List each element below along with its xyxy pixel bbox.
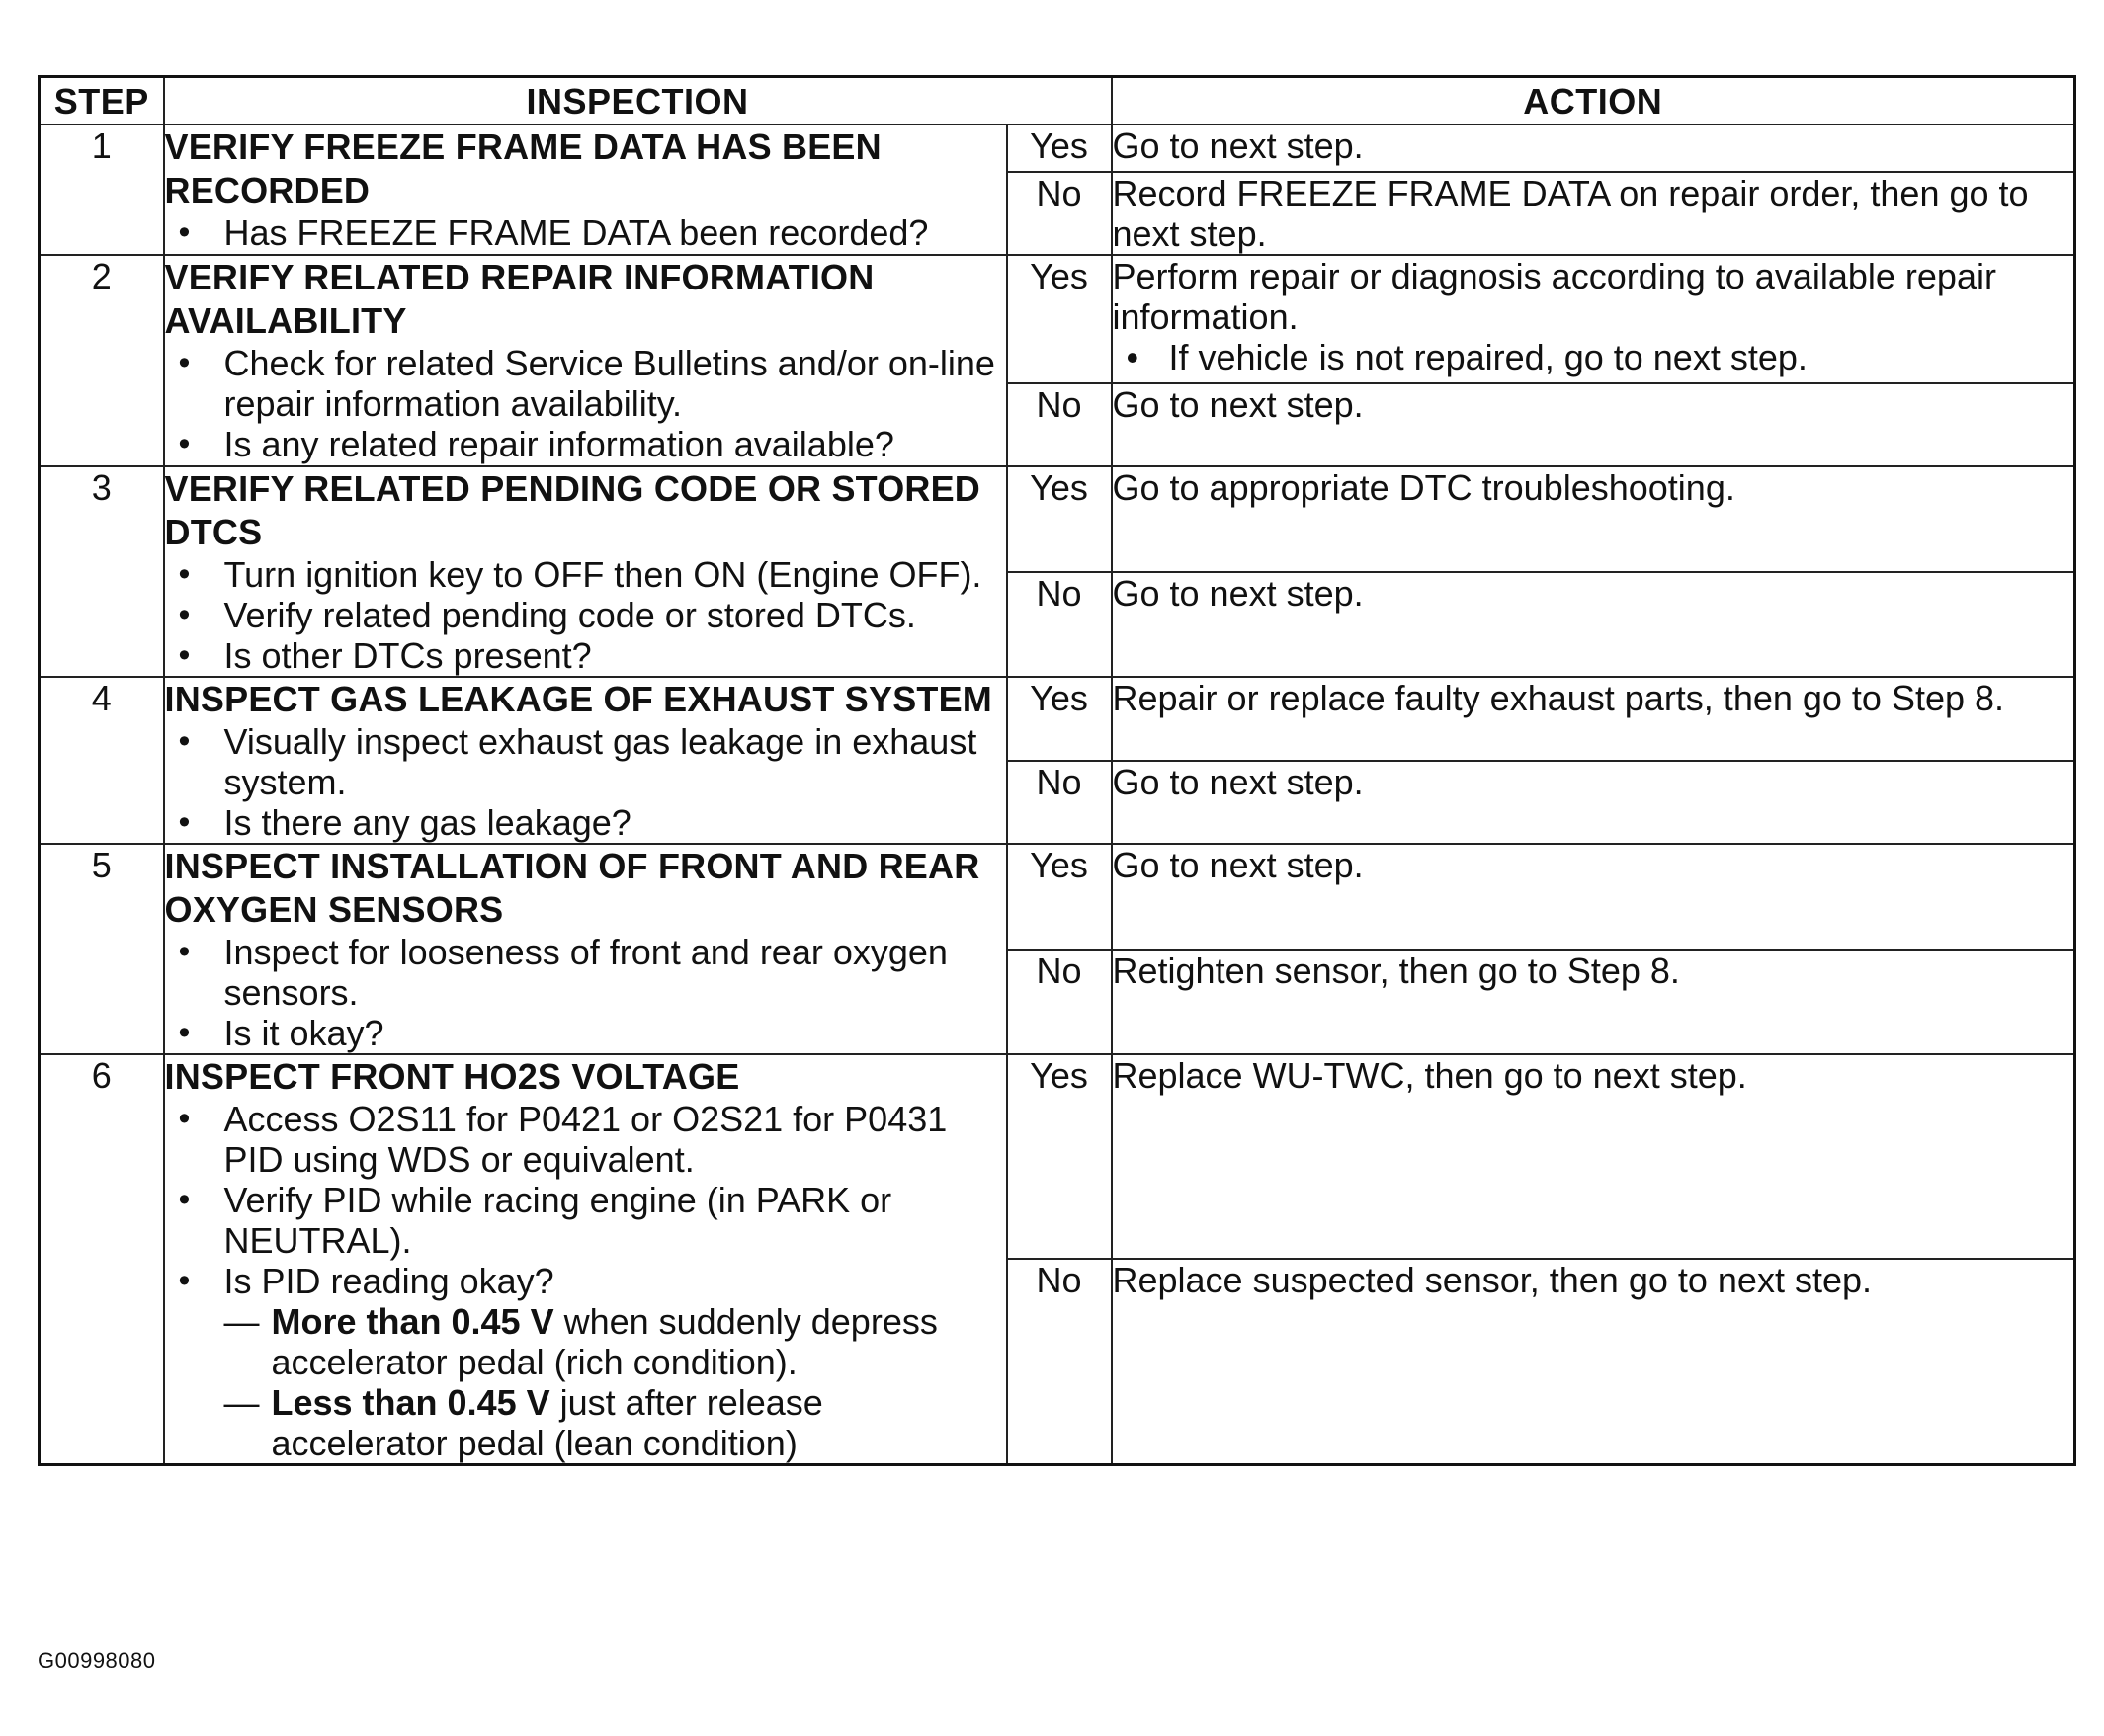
inspection-bullets bbox=[165, 1099, 1006, 1463]
no-action: Go to next step. bbox=[1112, 761, 2075, 845]
yes-label: Yes bbox=[1007, 677, 1112, 761]
inspection-bullet: • Verify related pending code or stored DTCs. bbox=[165, 595, 1006, 635]
inspection-bullet: • Verify PID while racing engine (in PARK or NEUTRAL). bbox=[165, 1180, 1006, 1261]
yes-label: Yes bbox=[1007, 1054, 1112, 1259]
step-number: 1 bbox=[40, 124, 164, 255]
header-step: STEP bbox=[40, 77, 164, 125]
inspection-subitem bbox=[224, 1301, 1006, 1382]
header-inspection: INSPECTION bbox=[164, 77, 1112, 125]
diagnostic-procedure-table bbox=[38, 75, 2076, 1466]
table-row bbox=[40, 677, 2075, 761]
table-row bbox=[40, 844, 2075, 950]
yes-label: Yes bbox=[1007, 466, 1112, 572]
inspection-title: INSPECT GAS LEAKAGE OF EXHAUST SYSTEM bbox=[164, 679, 992, 719]
inspection-bullet: • Is it okay? bbox=[165, 1013, 1006, 1053]
no-action: Retighten sensor, then go to Step 8. bbox=[1112, 950, 2075, 1055]
subitem-bold: Less than 0.45 V bbox=[271, 1382, 550, 1423]
inspection-cell bbox=[164, 466, 1007, 677]
header-action: ACTION bbox=[1112, 77, 2075, 125]
inspection-subitems bbox=[224, 1301, 1006, 1463]
inspection-bullets bbox=[165, 212, 1006, 253]
inspection-bullet: • Visually inspect exhaust gas leakage in exhaust system. bbox=[165, 721, 1006, 802]
dash-marker: — bbox=[223, 1382, 260, 1423]
no-label: No bbox=[1007, 1259, 1112, 1465]
yes-label: Yes bbox=[1007, 255, 1112, 383]
inspection-title: INSPECT INSTALLATION OF FRONT AND REAR OXYGEN SENSORS bbox=[164, 846, 980, 930]
table-row bbox=[40, 124, 2075, 172]
step-number: 4 bbox=[40, 677, 164, 844]
inspection-bullets bbox=[165, 932, 1006, 1053]
subitem-text: when suddenly depress accelerator pedal (rich condition). bbox=[271, 1301, 938, 1382]
no-label: No bbox=[1007, 950, 1112, 1055]
table-row bbox=[40, 466, 2075, 572]
action-bullet: • If vehicle is not repaired, go to next step. bbox=[1113, 337, 2074, 377]
no-label: No bbox=[1007, 172, 1112, 255]
no-label: No bbox=[1007, 383, 1112, 466]
inspection-bullet bbox=[165, 1261, 1006, 1463]
inspection-cell bbox=[164, 255, 1007, 466]
yes-action: Go to next step. bbox=[1112, 124, 2075, 172]
yes-action: Go to appropriate DTC troubleshooting. bbox=[1112, 466, 2075, 572]
no-label: No bbox=[1007, 761, 1112, 845]
no-action: Record FREEZE FRAME DATA on repair order, then go to next step. bbox=[1112, 172, 2075, 255]
inspection-subitem bbox=[224, 1382, 1006, 1463]
action-bullets bbox=[1113, 337, 2074, 377]
inspection-bullet-text: Is PID reading okay? bbox=[223, 1261, 554, 1301]
subitem-bold: More than 0.45 V bbox=[271, 1301, 554, 1342]
yes-action-cell bbox=[1112, 255, 2075, 383]
inspection-cell bbox=[164, 1054, 1007, 1465]
dash-marker: — bbox=[223, 1301, 260, 1342]
inspection-title: VERIFY FREEZE FRAME DATA HAS BEEN RECORDED bbox=[164, 126, 882, 210]
inspection-cell bbox=[164, 844, 1007, 1054]
inspection-bullet: • Check for related Service Bulletins and/or on-line repair information availability. bbox=[165, 343, 1006, 424]
inspection-bullet: • Turn ignition key to OFF then ON (Engine OFF). bbox=[165, 554, 1006, 595]
table-header-row bbox=[40, 77, 2075, 125]
step-number: 2 bbox=[40, 255, 164, 466]
step-number: 5 bbox=[40, 844, 164, 1054]
inspection-bullets bbox=[165, 554, 1006, 676]
inspection-title: VERIFY RELATED PENDING CODE OR STORED DTCS bbox=[164, 468, 981, 552]
inspection-cell bbox=[164, 124, 1007, 255]
inspection-cell bbox=[164, 677, 1007, 844]
table-row bbox=[40, 1054, 2075, 1259]
subitem-text: just after release accelerator pedal (lean condition) bbox=[271, 1382, 823, 1463]
inspection-bullet: • Is any related repair information available? bbox=[165, 424, 1006, 464]
inspection-bullet: • Is there any gas leakage? bbox=[165, 802, 1006, 843]
yes-label: Yes bbox=[1007, 844, 1112, 950]
table-row bbox=[40, 255, 2075, 383]
diagnostic-table-wrapper bbox=[38, 75, 2073, 1466]
no-label: No bbox=[1007, 572, 1112, 678]
inspection-title: INSPECT FRONT HO2S VOLTAGE bbox=[164, 1056, 740, 1097]
yes-action: Replace WU-TWC, then go to next step. bbox=[1112, 1054, 2075, 1259]
step-number: 3 bbox=[40, 466, 164, 677]
no-action: Replace suspected sensor, then go to next step. bbox=[1112, 1259, 2075, 1465]
yes-action: Go to next step. bbox=[1112, 844, 2075, 950]
yes-action: Perform repair or diagnosis according to available repair information. bbox=[1112, 256, 1996, 337]
figure-id: G00998080 bbox=[38, 1648, 156, 1673]
inspection-bullet: • Is other DTCs present? bbox=[165, 635, 1006, 676]
inspection-title: VERIFY RELATED REPAIR INFORMATION AVAILABILITY bbox=[164, 257, 875, 341]
inspection-bullet: • Inspect for looseness of front and rear oxygen sensors. bbox=[165, 932, 1006, 1013]
step-number: 6 bbox=[40, 1054, 164, 1465]
inspection-bullet: • Access O2S11 for P0421 or O2S21 for P0431 PID using WDS or equivalent. bbox=[165, 1099, 1006, 1180]
yes-label: Yes bbox=[1007, 124, 1112, 172]
inspection-bullets bbox=[165, 343, 1006, 464]
inspection-bullets bbox=[165, 721, 1006, 843]
yes-action: Repair or replace faulty exhaust parts, then go to Step 8. bbox=[1112, 677, 2075, 761]
inspection-bullet: • Has FREEZE FRAME DATA been recorded? bbox=[165, 212, 1006, 253]
no-action: Go to next step. bbox=[1112, 572, 2075, 678]
no-action: Go to next step. bbox=[1112, 383, 2075, 466]
